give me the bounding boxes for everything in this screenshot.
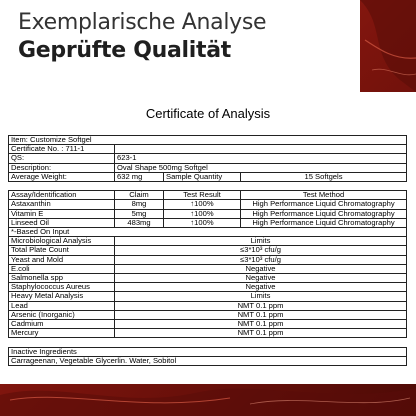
spacer-row [9, 182, 407, 191]
heavy-limit: NMT 0.1 ppm [115, 329, 407, 338]
header-banner [0, 0, 360, 92]
assay-method: High Performance Liquid Chromatography [241, 218, 407, 227]
table-row [9, 264, 407, 273]
assay-name: Linseed Oil [9, 218, 115, 227]
table-row [9, 200, 407, 209]
inactive-value-row [9, 356, 407, 365]
table-row [9, 255, 407, 264]
table-row [9, 301, 407, 310]
inactive-label: Inactive Ingredients [9, 347, 407, 356]
sample-value: 15 Softgels [241, 172, 407, 181]
micro-header-row [9, 237, 407, 246]
assay-claim: 8mg [115, 200, 164, 209]
assay-result: ↑100% [164, 209, 241, 218]
table-row [9, 329, 407, 338]
description-value: Oval Shape 500mg Softgel [115, 163, 407, 172]
micro-limit: Negative [115, 274, 407, 283]
micro-name: Yeast and Mold [9, 255, 115, 264]
assay-name: Vitamin E [9, 209, 115, 218]
inactive-header-row [9, 347, 407, 356]
certificate-table [8, 135, 407, 366]
assay-method: High Performance Liquid Chromatography [241, 200, 407, 209]
qs-row [9, 154, 407, 163]
qs-value: 623-1 [115, 154, 407, 163]
table-row [9, 320, 407, 329]
micro-name: E.coli [9, 264, 115, 273]
certificate-title: Certificate of Analysis [145, 106, 271, 121]
qs-label: QS: [9, 154, 115, 163]
assay-name: Astaxanthin [9, 200, 115, 209]
heavy-header-limits: Limits [115, 292, 407, 301]
description-label: Description: [9, 163, 115, 172]
heavy-header-row [9, 292, 407, 301]
header-line-2: Geprüfte Qualität [18, 38, 231, 63]
heavy-name: Cadmium [9, 320, 115, 329]
item-cell: Item: Customize Softgel [9, 136, 407, 145]
heavy-limit: NMT 0.1 ppm [115, 301, 407, 310]
weight-value: 632 mg [115, 172, 164, 181]
assay-header-method: Test Method [241, 191, 407, 200]
description-row [9, 163, 407, 172]
table-row [9, 310, 407, 319]
table-row [9, 218, 407, 227]
header-line-1: Exemplarische Analyse [18, 10, 267, 35]
certificate-card [0, 92, 416, 384]
assay-header-name: Assay/Identification [9, 191, 115, 200]
micro-header-name: Microbiological Analysis [9, 237, 115, 246]
table-row [9, 246, 407, 255]
cert-no-row [9, 145, 407, 154]
table-row [9, 209, 407, 218]
assay-claim: 5mg [115, 209, 164, 218]
table-row [9, 283, 407, 292]
micro-name: Staphylococcus Aureus [9, 283, 115, 292]
micro-name: Salmonella spp [9, 274, 115, 283]
assay-header-row [9, 191, 407, 200]
sample-label: Sample Quantity [164, 172, 241, 181]
weight-label: Average Weight: [9, 172, 115, 181]
assay-claim: 483mg [115, 218, 164, 227]
weight-row [9, 172, 407, 181]
table-row [9, 274, 407, 283]
heavy-name: Mercury [9, 329, 115, 338]
heavy-name: Arsenic (Inorganic) [9, 310, 115, 319]
item-row [9, 136, 407, 145]
cert-no-cell: Certificate No. : 711-1 [9, 145, 115, 154]
micro-header-limits: Limits [115, 237, 407, 246]
micro-name: Total Plate Count [9, 246, 115, 255]
heavy-limit: NMT 0.1 ppm [115, 310, 407, 319]
assay-result: ↑100% [164, 200, 241, 209]
assay-header-claim: Claim [115, 191, 164, 200]
based-on-row [9, 228, 407, 237]
based-on-note: *-Based On Input [9, 228, 407, 237]
assay-result: ↑100% [164, 218, 241, 227]
spacer-row [9, 338, 407, 347]
micro-limit: Negative [115, 283, 407, 292]
heavy-name: Lead [9, 301, 115, 310]
micro-limit: ≤3*10³ cfu/g [115, 255, 407, 264]
micro-limit: Negative [115, 264, 407, 273]
inactive-value: Carrageenan, Vegetable Glycerlin. Water, Sobitol [9, 356, 407, 365]
heavy-limit: NMT 0.1 ppm [115, 320, 407, 329]
assay-header-result: Test Result [164, 191, 241, 200]
assay-method: High Performance Liquid Chromatography [241, 209, 407, 218]
heavy-header-name: Heavy Metal Analysis [9, 292, 115, 301]
micro-limit: ≤3*10³ cfu/g [115, 246, 407, 255]
